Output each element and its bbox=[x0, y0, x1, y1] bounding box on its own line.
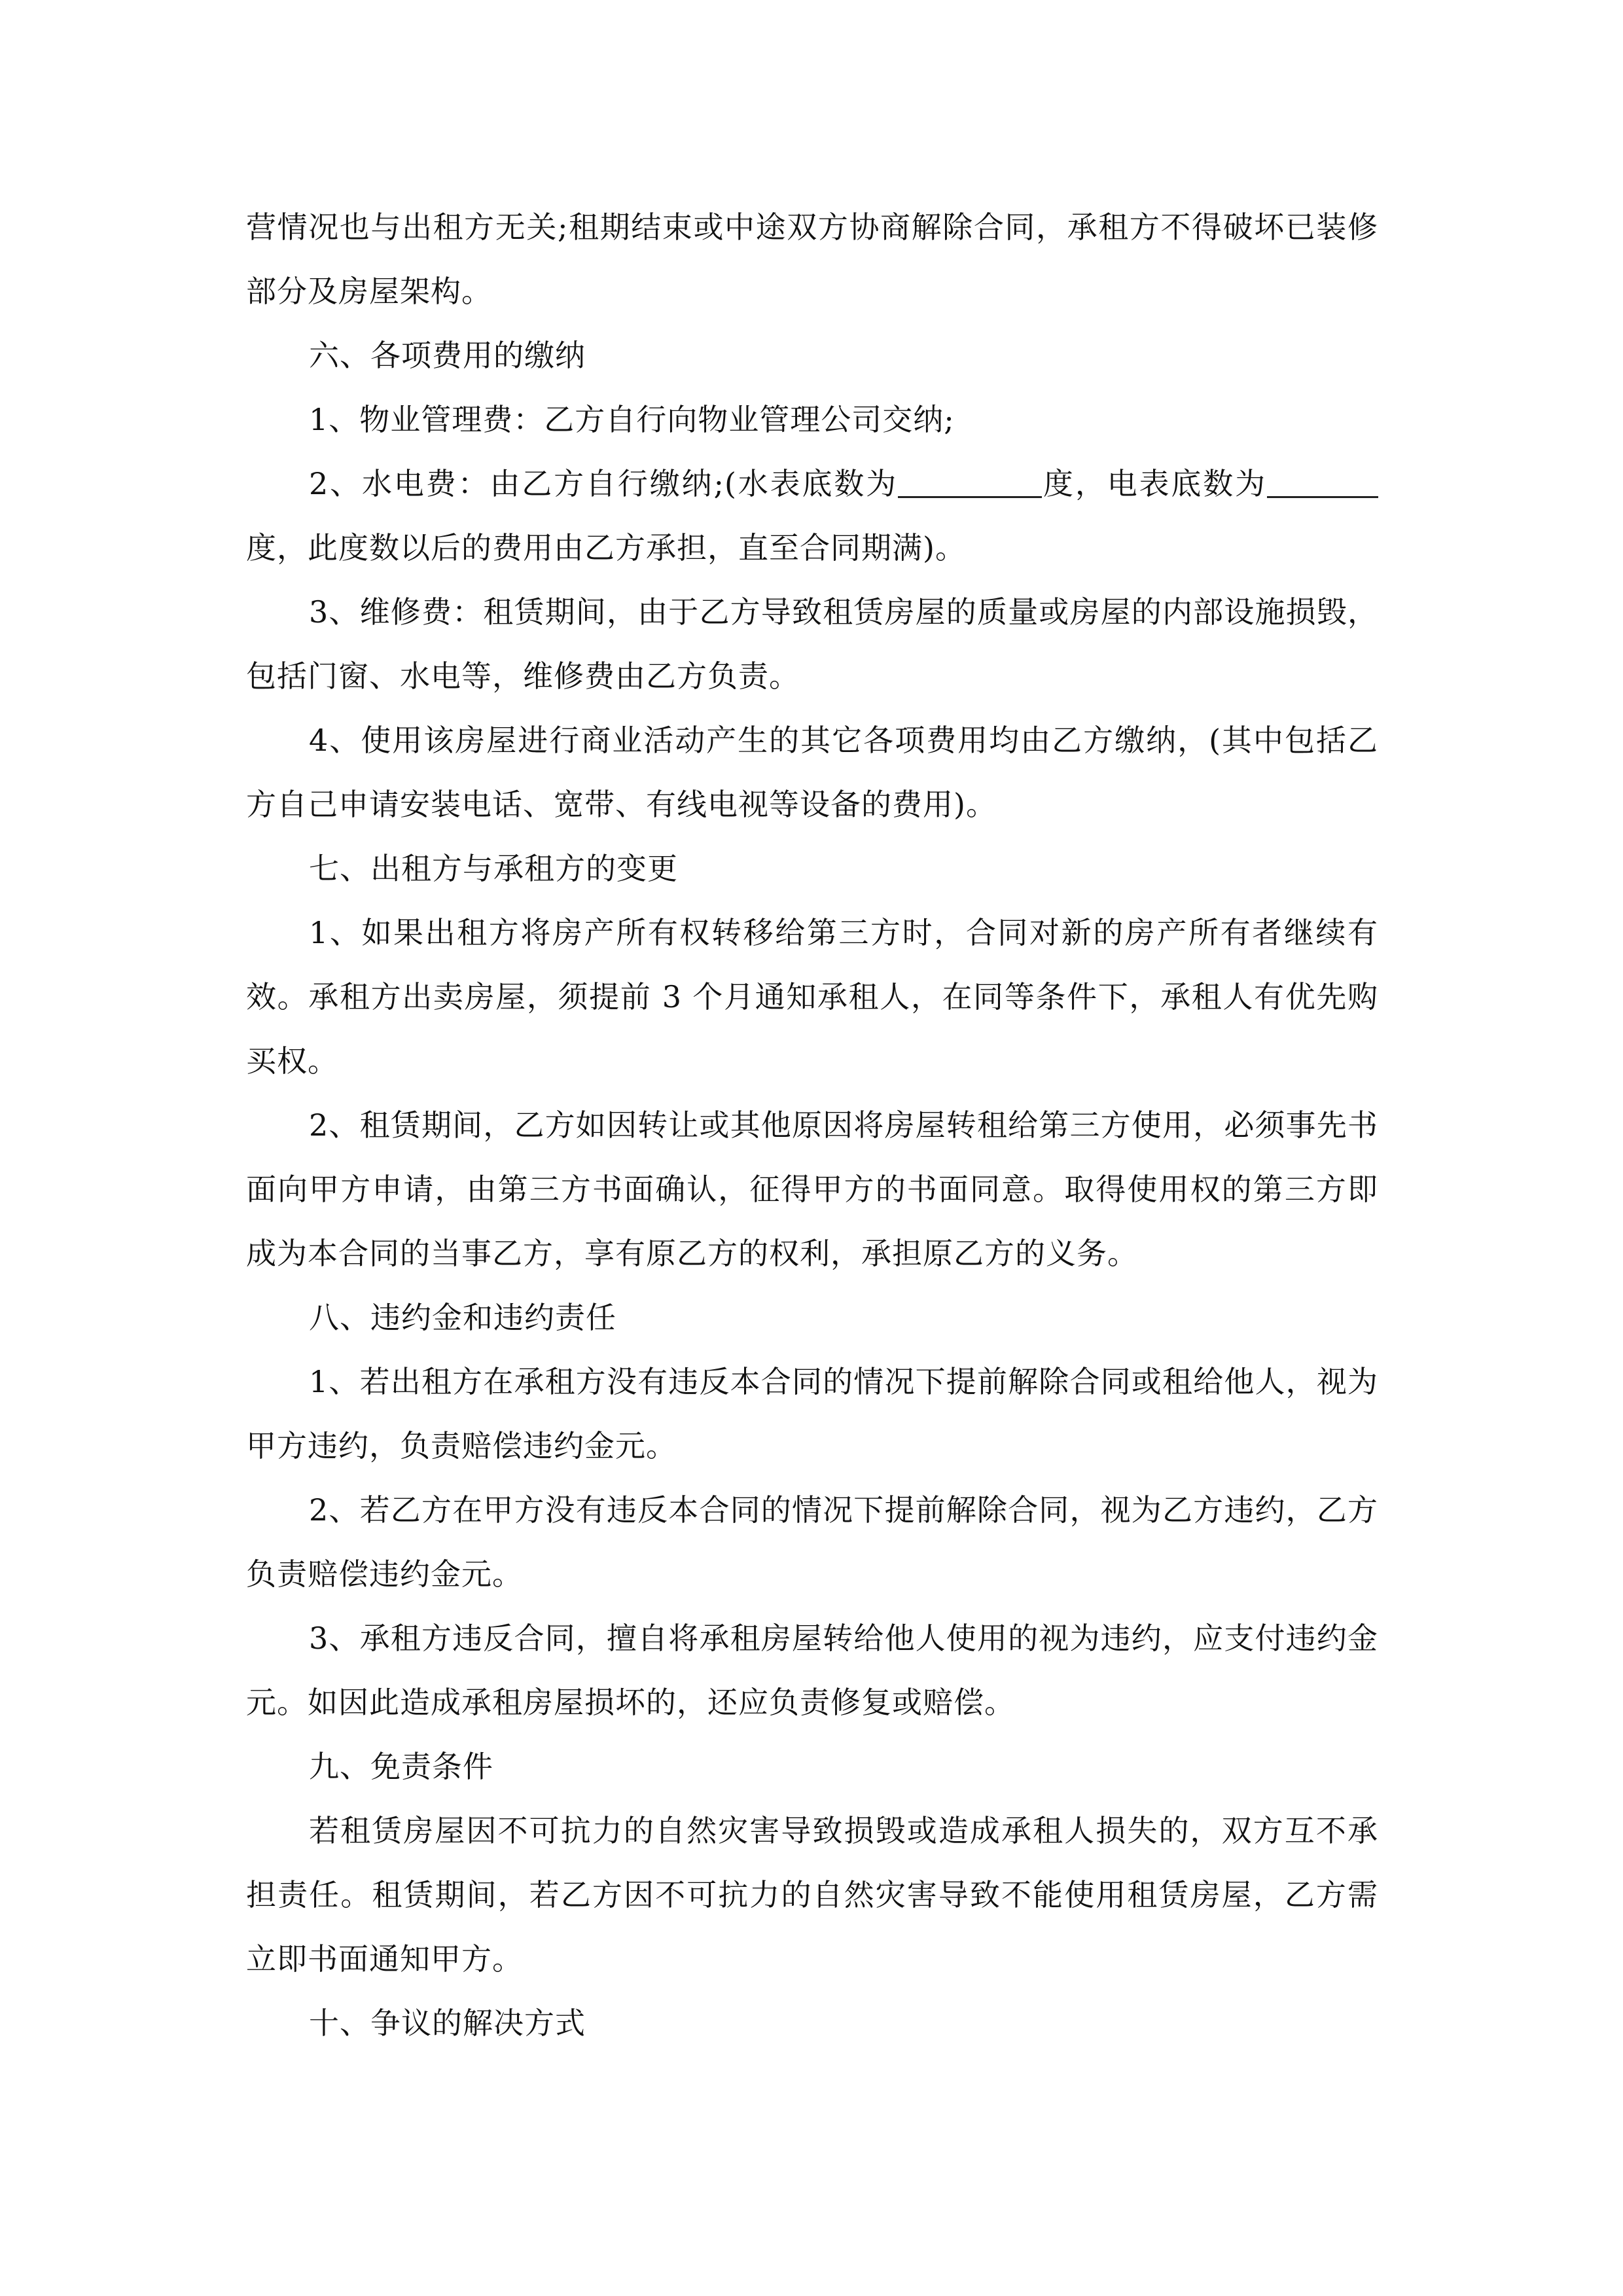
section-heading-party-change: 七、出租方与承租方的变更 bbox=[309, 851, 678, 886]
water-meter-blank[interactable] bbox=[898, 462, 1042, 498]
clause-utilities-part-b: 度，电表底数为 bbox=[1042, 466, 1268, 501]
clause-lessor-breach: 1、若出租方在承租方没有违反本合同的情况下提前解除合同或租给他人，视为甲方违约，负责赔偿违约金元。 bbox=[246, 1364, 1378, 1463]
clause-repair-fee: 3、维修费：租赁期间，由于乙方导致租赁房屋的质量或房屋的内部设施损毁，包括门窗、水电等，维修费由乙方负责。 bbox=[246, 594, 1378, 694]
section-heading-exemption: 九、免责条件 bbox=[309, 1749, 493, 1784]
clause-other-fees: 4、使用该房屋进行商业活动产生的其它各项费用均由乙方缴纳，(其中包括乙方自己申请安装电话、宽带、有线电视等设备的费用)。 bbox=[246, 723, 1378, 822]
clause-utilities-fee bbox=[246, 452, 1378, 580]
document-body bbox=[246, 195, 1378, 2055]
clause-sublease: 2、租赁期间，乙方如因转让或其他原因将房屋转租给第三方使用，必须事先书面向甲方申请，由第三方书面确认，征得甲方的书面同意。取得使用权的第三方即成为本合同的当事乙方，享有原乙方的权利，承担原乙方的义务。 bbox=[246, 1107, 1378, 1271]
clause-unauthorized-transfer: 3、承租方违反合同，擅自将承租房屋转给他人使用的视为违约，应支付违约金元。如因此造成承租房屋损坏的，还应负责修复或赔偿。 bbox=[246, 1621, 1378, 1720]
clause-lessee-breach: 2、若乙方在甲方没有违反本合同的情况下提前解除合同，视为乙方违约，乙方负责赔偿违约金元。 bbox=[246, 1492, 1378, 1592]
electric-meter-blank[interactable] bbox=[1267, 462, 1378, 498]
clause-property-management-fee: 1、物业管理费：乙方自行向物业管理公司交纳; bbox=[309, 402, 955, 437]
section-heading-fees: 六、各项费用的缴纳 bbox=[309, 338, 586, 373]
clause-ownership-transfer: 1、如果出租方将房产所有权转移给第三方时，合同对新的房产所有者继续有效。承租方出卖房屋，须提前 3 个月通知承租人，在同等条件下，承租人有优先购买权。 bbox=[246, 915, 1378, 1079]
section-heading-dispute: 十、争议的解决方式 bbox=[309, 2005, 586, 2041]
clause-utilities-part-c: 度，此度数以后的费用由乙方承担，直至合同期满)。 bbox=[246, 530, 966, 565]
clause-utilities-part-a: 2、水电费：由乙方自行缴纳;(水表底数为 bbox=[309, 466, 899, 501]
section-heading-breach: 八、违约金和违约责任 bbox=[309, 1300, 616, 1335]
paragraph-continuation: 营情况也与出租方无关;租期结束或中途双方协商解除合同，承租方不得破坏已装修部分及房屋架构。 bbox=[246, 209, 1378, 309]
clause-force-majeure: 若租赁房屋因不可抗力的自然灾害导致损毁或造成承租人损失的，双方互不承担责任。租赁期间，若乙方因不可抗力的自然灾害导致不能使用租赁房屋，乙方需立即书面通知甲方。 bbox=[246, 1813, 1378, 1977]
